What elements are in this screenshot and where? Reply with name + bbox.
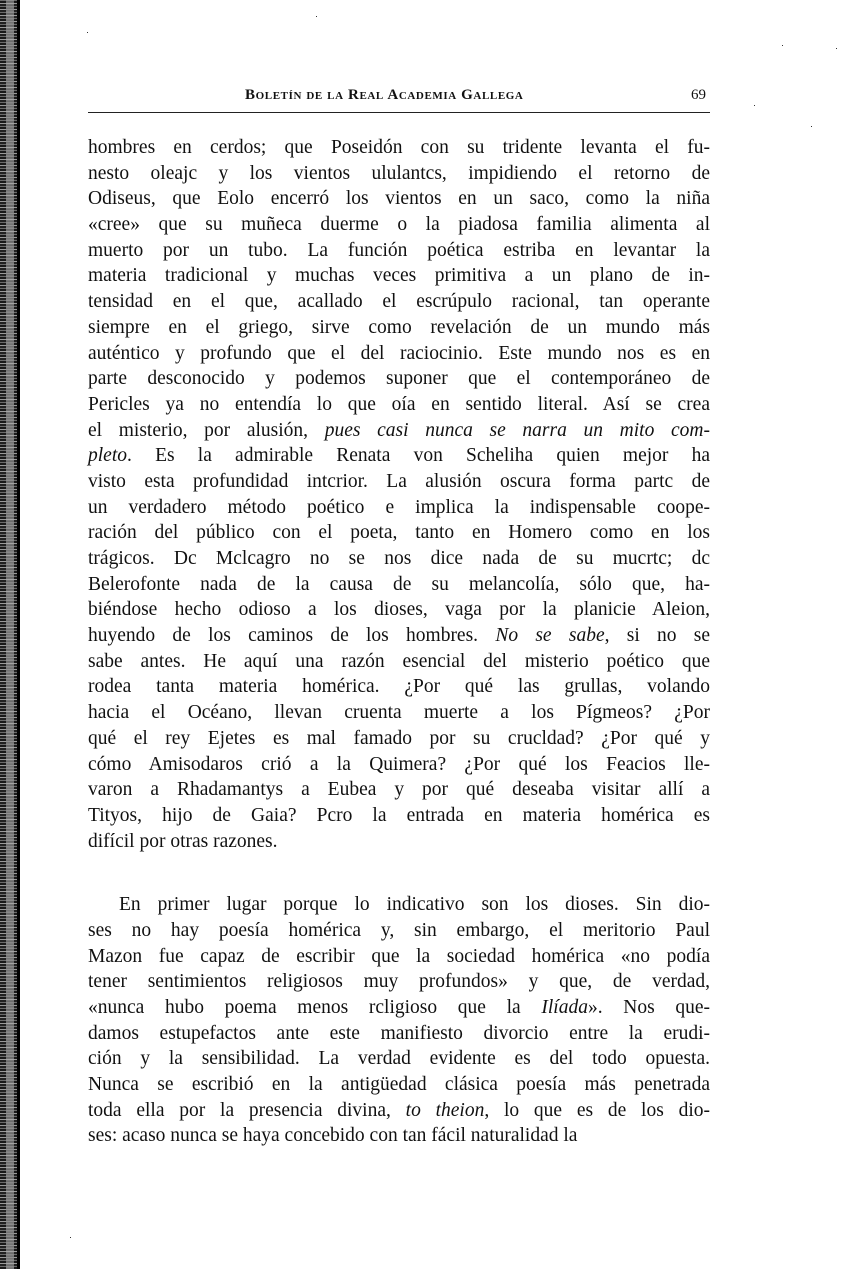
text-run: sabe antes. He aquí una razón esencial del misterio poético que <box>88 650 710 672</box>
text-line <box>88 752 710 778</box>
text-run: Tityos, hijo de Gaia? Pcro la entrada en materia homérica es <box>88 804 710 826</box>
text-line <box>88 546 710 572</box>
text-run: difícil por otras razones. <box>88 830 278 852</box>
text-run: Mazon fue capaz de escribir que la sociedad homérica «no podía <box>88 945 710 967</box>
text-line <box>88 443 710 469</box>
header-rule <box>88 112 710 113</box>
scan-speck <box>70 1237 71 1238</box>
text-line <box>88 597 710 623</box>
text-run: cómo Amisodaros crió a la Quimera? ¿Por qué los Feacios lle- <box>88 753 710 775</box>
text-line <box>88 649 710 675</box>
scan-speck <box>782 45 783 46</box>
text-run: visto esta profundidad intcrior. La alusión oscura forma partc de <box>88 470 710 492</box>
text-line <box>88 726 710 752</box>
text-line <box>88 1046 710 1072</box>
paragraph <box>88 892 710 1149</box>
text-line <box>88 674 710 700</box>
text-run: toda ella por la presencia divina, <box>88 1099 406 1121</box>
text-line <box>88 1021 710 1047</box>
text-line <box>88 918 710 944</box>
text-line <box>88 212 710 238</box>
scan-binding-edge <box>0 0 20 1269</box>
text-line <box>88 418 710 444</box>
text-run: Belerofonte nada de la causa de su melancolía, sólo que, ha- <box>88 573 710 595</box>
text-run: ». Nos que- <box>587 997 710 1018</box>
text-run: «nunca hubo poema menos rcligioso que la <box>88 997 542 1018</box>
text-line <box>88 892 710 918</box>
text-line <box>88 995 710 1021</box>
text-line <box>88 315 710 341</box>
page-number: 69 <box>691 87 706 103</box>
text-run: Nunca se escribió en la antigüedad clásica poesía más penetrada <box>88 1074 710 1096</box>
text-line <box>88 392 710 418</box>
text-run: tener sentimientos religiosos muy profundos» y que, de verdad, <box>88 971 710 993</box>
italic-text: No se sabe <box>495 625 605 647</box>
text-run: damos estupefactos ante este manifiesto divorcio entre la erudi- <box>88 1022 710 1044</box>
text-run: hombres en cerdos; que Poseidón con su tridente levanta el fu- <box>88 137 710 158</box>
text-run: En primer lugar porque lo indicativo son los dioses. Sin dio- <box>119 894 710 916</box>
text-run: rodea tanta materia homérica. ¿Por qué las grullas, volando <box>88 676 710 698</box>
text-run: ración del público con el poeta, tanto en Homero como en los <box>88 522 710 544</box>
text-run: hacia el Océano, llevan cruenta muerte a los Pígmeos? ¿Por <box>88 702 710 724</box>
text-run: biéndose hecho odioso a los dioses, vaga por la planicie Aleion, <box>88 599 710 621</box>
text-run: ses no hay poesía homérica y, sin embargo, el meritorio Paul <box>88 919 710 941</box>
text-run: nesto oleajc y los vientos ululantcs, impidiendo el retorno de <box>88 162 710 184</box>
text-line <box>88 495 710 521</box>
scan-speck <box>836 48 837 49</box>
text-run: materia tradicional y muchas veces primitiva a un plano de in- <box>88 265 710 287</box>
text-line <box>88 469 710 495</box>
text-run: Odiseus, que Eolo encerró los vientos en un saco, como la niña <box>88 188 710 210</box>
text-run: , lo que es de los dio- <box>484 1099 710 1121</box>
text-line <box>88 572 710 598</box>
scan-speck <box>811 126 812 127</box>
text-line <box>88 1123 710 1149</box>
running-title: Boletín de la Real Academia Gallega <box>245 87 524 103</box>
body-text <box>88 135 710 1149</box>
text-run: «cree» que su muñeca duerme o la piadosa familia alimenta al <box>88 214 710 236</box>
text-run: tensidad en el que, acallado el escrúpulo racional, tan operante <box>88 291 710 313</box>
text-line <box>88 829 710 855</box>
scan-speck <box>87 32 88 33</box>
text-line <box>88 135 710 161</box>
italic-text: pues casi nunca se narra un mito com- <box>324 419 710 441</box>
text-line <box>88 289 710 315</box>
text-line <box>88 969 710 995</box>
text-run: Pericles ya no entendía lo que oía en sentido literal. Así se crea <box>88 393 710 415</box>
text-line <box>88 186 710 212</box>
text-run: trágicos. Dc Mclcagro no se nos dice nada de su mucrtc; dc <box>88 548 710 569</box>
text-line <box>88 700 710 726</box>
text-run: ses: acaso nunca se haya concebido con tan fácil naturalidad la <box>88 1125 578 1147</box>
scan-speck <box>754 105 755 106</box>
text-line <box>88 238 710 264</box>
text-line <box>88 803 710 829</box>
text-run: siempre en el griego, sirve como revelación de un mundo más <box>88 316 710 338</box>
text-run: huyendo de los caminos de los hombres. <box>88 625 496 647</box>
text-line <box>88 777 710 803</box>
text-line <box>88 161 710 187</box>
text-run: , si no se <box>604 625 711 647</box>
text-line <box>88 623 710 649</box>
italic-text: to theion <box>405 1099 485 1121</box>
text-line <box>88 366 710 392</box>
text-run: . Es la admirable Renata von Scheliha quien mejor ha <box>127 445 710 467</box>
text-line <box>88 1098 710 1124</box>
text-run: varon a Rhadamantys a Eubea y por qué deseaba visitar allí a <box>88 779 710 801</box>
paragraph-gap <box>88 854 710 892</box>
text-line <box>88 263 710 289</box>
text-run: un verdadero método poético e implica la indispensable coope- <box>88 496 710 518</box>
paragraph <box>88 135 710 854</box>
scan-speck <box>316 16 317 17</box>
text-line <box>88 944 710 970</box>
text-run: parte desconocido y podemos suponer que el contemporáneo de <box>88 368 710 390</box>
text-line <box>88 1072 710 1098</box>
italic-text: Ilíada <box>541 997 588 1018</box>
text-line <box>88 520 710 546</box>
text-run: auténtico y profundo que el del raciocinio. Este mundo nos es en <box>88 342 710 364</box>
text-run: el misterio, por alusión, <box>88 419 325 441</box>
text-run: ción y la sensibilidad. La verdad evidente es del todo opuesta. <box>88 1048 710 1070</box>
running-head <box>88 84 710 112</box>
text-run: qué el rey Ejetes es mal famado por su crucldad? ¿Por qué y <box>88 727 710 749</box>
text-line <box>88 341 710 367</box>
italic-text: pleto <box>88 445 127 467</box>
text-run: muerto por un tubo. La función poética estriba en levantar la <box>88 239 710 261</box>
